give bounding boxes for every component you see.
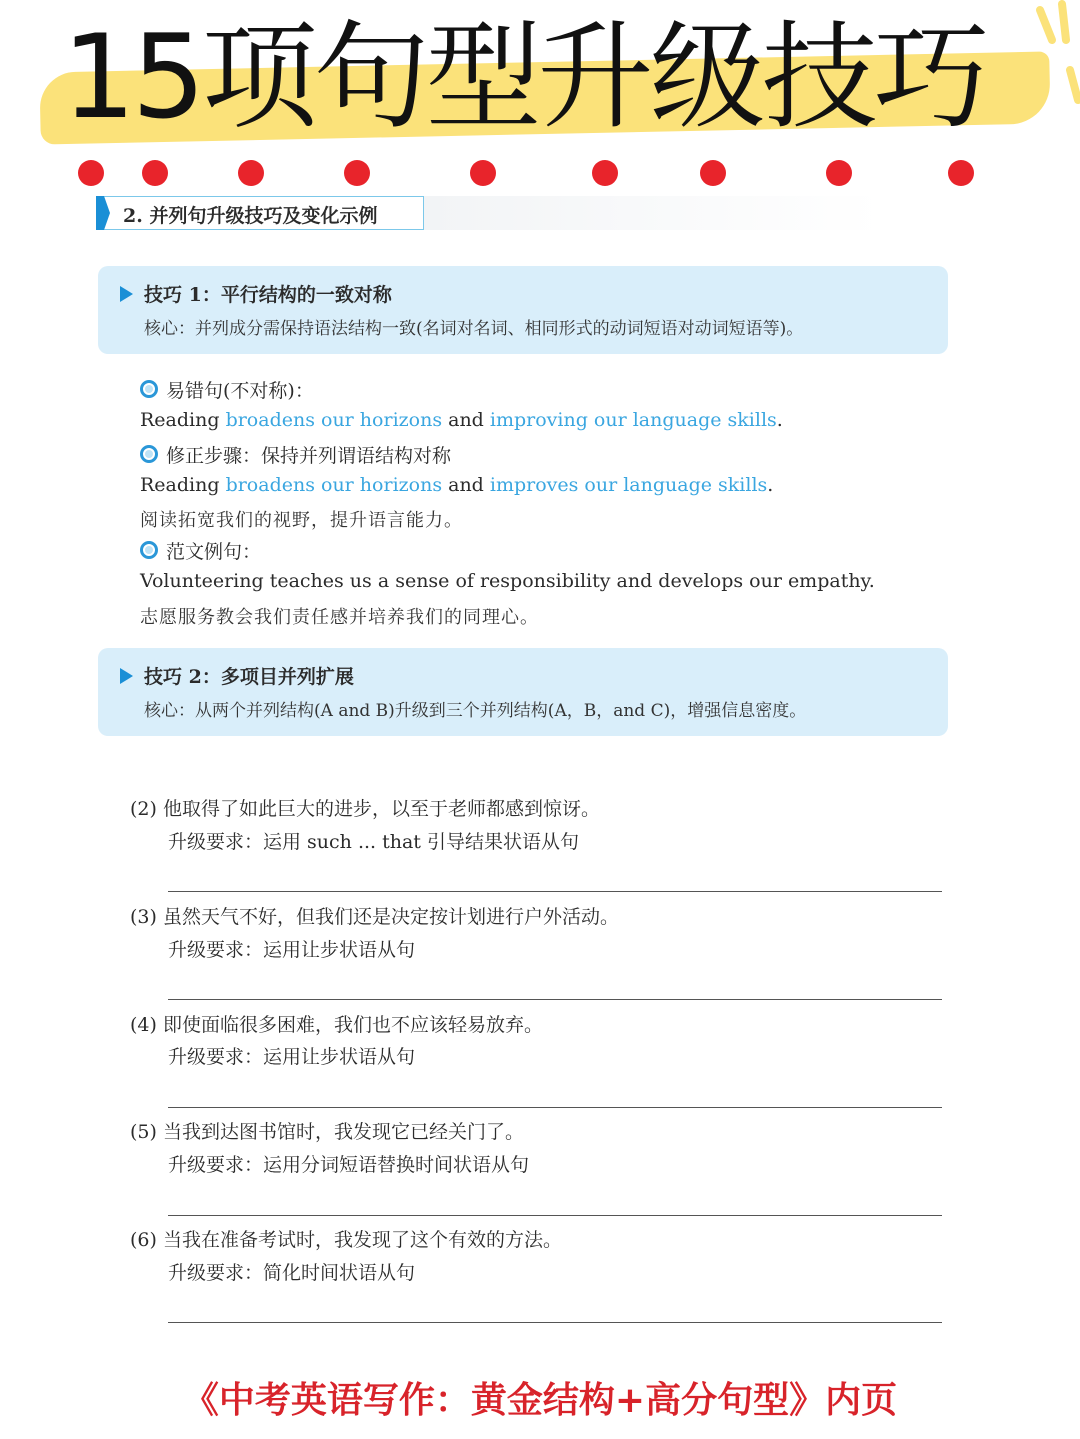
- tip-box-1: [98, 266, 948, 354]
- play-triangle-icon: [120, 668, 133, 684]
- answer-line[interactable]: [168, 999, 942, 1000]
- example-translation: 志愿服务教会我们责任感并培养我们的同理心。: [140, 607, 539, 628]
- tip-core: 核心：从两个并列结构(A and B)升级到三个并列结构(A，B，and C)，增强信息密度。: [144, 701, 807, 721]
- exercise-requirement: 升级要求：运用 such ... that 引导结果状语从句: [168, 831, 579, 853]
- highlighted-phrase: broadens our horizons: [225, 474, 443, 496]
- exercise-question: (4) 即使面临很多困难，我们也不应该轻易放弃。: [130, 1014, 543, 1036]
- text-fragment: Reading: [140, 409, 226, 431]
- decorative-dots: [0, 155, 1080, 195]
- highlighted-phrase: broadens our horizons: [225, 409, 443, 431]
- exercise-requirement: 升级要求：运用让步状语从句: [168, 1046, 416, 1068]
- page-title: 15项句型升级技巧: [62, 10, 986, 145]
- play-triangle-icon: [120, 286, 133, 302]
- exercise-requirement: 升级要求：运用分词短语替换时间状语从句: [168, 1154, 530, 1176]
- book-caption: 《中考英语写作：黄金结构+高分句型》内页: [182, 1380, 898, 1421]
- exercise-question: (3) 虽然天气不好，但我们还是决定按计划进行户外活动。: [130, 906, 619, 928]
- section-header-fade: [422, 196, 882, 230]
- highlighted-phrase: improves our language skills: [489, 474, 768, 496]
- ring-bullet-icon: [140, 445, 158, 463]
- text-fragment: and: [442, 474, 490, 496]
- highlighted-phrase: improving our language skills: [489, 409, 777, 431]
- exercise-question: (5) 当我到达图书馆时，我发现它已经关门了。: [130, 1121, 524, 1143]
- fixed-translation: 阅读拓宽我们的视野，提升语言能力。: [140, 510, 463, 531]
- text-fragment: .: [767, 474, 774, 496]
- tip-title: 技巧 1：平行结构的一致对称: [144, 284, 392, 306]
- tip-core: 核心：并列成分需保持语法结构一致(名词对名词、相同形式的动词短语对动词短语等)。: [144, 319, 804, 339]
- example-label: 范文例句：: [166, 541, 262, 563]
- answer-line[interactable]: [168, 1215, 942, 1216]
- section-header: [96, 196, 424, 230]
- ring-bullet-icon: [140, 380, 158, 398]
- text-fragment: and: [442, 409, 490, 431]
- exercise-requirement: 升级要求：简化时间状语从句: [168, 1262, 416, 1284]
- answer-line[interactable]: [168, 1322, 942, 1323]
- section-heading: 2. 并列句升级技巧及变化示例: [123, 205, 378, 227]
- ring-bullet-icon: [140, 541, 158, 559]
- exercise-requirement: 升级要求：运用让步状语从句: [168, 939, 416, 961]
- answer-line[interactable]: [168, 1107, 942, 1108]
- text-fragment: .: [776, 409, 783, 431]
- answer-line[interactable]: [168, 891, 942, 892]
- section-flag-icon: [96, 196, 110, 230]
- example-sentence: Volunteering teaches us a sense of responsibility and develops our empathy.: [140, 570, 875, 592]
- exercise-question: (6) 当我在准备考试时，我发现了这个有效的方法。: [130, 1229, 562, 1251]
- fix-step-label: 修正步骤：保持并列谓语结构对称: [166, 445, 452, 467]
- wrong-sentence: [140, 409, 783, 431]
- tip-box-2: [98, 648, 948, 736]
- tip-title: 技巧 2：多项目并列扩展: [144, 666, 354, 688]
- fixed-sentence: [140, 474, 773, 496]
- exercise-question: (2) 他取得了如此巨大的进步，以至于老师都感到惊讶。: [130, 798, 600, 820]
- text-fragment: Reading: [140, 474, 226, 496]
- wrong-sentence-label: 易错句(不对称)：: [166, 380, 314, 402]
